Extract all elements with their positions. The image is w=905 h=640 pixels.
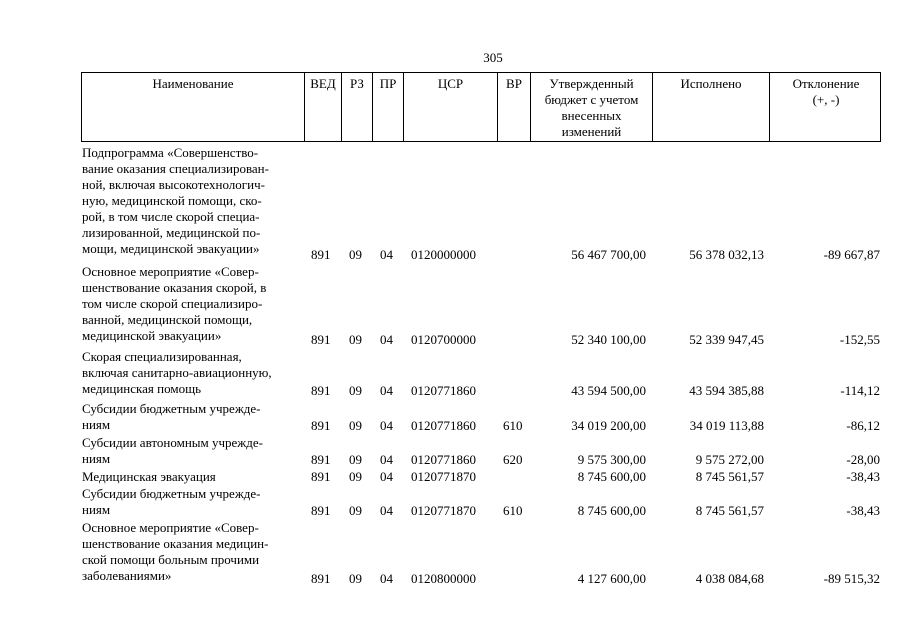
row-name: Основное мероприятие «Совер- шенствование оказания скорой, в том числе скорой специализиро- ванной, медицинской помощи, медицинской эвакуации» — [82, 264, 267, 343]
row-deviation: -89 667,87 — [823, 247, 880, 262]
row-pr: 04 — [380, 571, 393, 586]
row-executed: 4 038 084,68 — [695, 571, 764, 586]
header-ved: ВЕД — [305, 73, 342, 141]
header-vr: ВР — [498, 73, 531, 141]
row-pr: 04 — [380, 452, 393, 467]
row-budget: 43 594 500,00 — [571, 383, 646, 398]
header-budget: Утвержденный бюджет с учетом внесенных изменений — [531, 73, 653, 141]
row-rz: 09 — [349, 247, 362, 262]
table-header — [81, 72, 881, 142]
row-rz: 09 — [349, 503, 362, 518]
row-name: Субсидии бюджетным учрежде- ниям — [82, 486, 261, 517]
row-csr: 0120700000 — [411, 332, 476, 347]
row-executed: 9 575 272,00 — [695, 452, 764, 467]
row-pr: 04 — [380, 503, 393, 518]
row-csr: 0120771870 — [411, 469, 476, 484]
row-budget: 56 467 700,00 — [571, 247, 646, 262]
row-deviation: -38,43 — [846, 469, 880, 484]
row-executed: 34 019 113,88 — [689, 418, 764, 433]
row-budget: 34 019 200,00 — [571, 418, 646, 433]
row-executed: 52 339 947,45 — [689, 332, 764, 347]
row-name: Подпрограмма «Совершенство- вание оказания специализирован- ной, включая высокотехнологич- ную, медицинской помощи, ско- рой, в том числе скорой специа- лизированной, медицинской по- мощи, медицинской эвакуации» — [82, 145, 269, 256]
row-name: Субсидии бюджетным учрежде- ниям — [82, 401, 261, 432]
row-ved: 891 — [311, 452, 331, 467]
header-name: Наименование — [82, 73, 305, 141]
row-rz: 09 — [349, 469, 362, 484]
row-deviation: -114,12 — [840, 383, 880, 398]
row-pr: 04 — [380, 383, 393, 398]
row-csr: 0120000000 — [411, 247, 476, 262]
row-rz: 09 — [349, 571, 362, 586]
row-vr: 620 — [503, 452, 523, 467]
row-budget: 4 127 600,00 — [577, 571, 646, 586]
row-deviation: -38,43 — [846, 503, 880, 518]
row-pr: 04 — [380, 247, 393, 262]
row-vr: 610 — [503, 418, 523, 433]
row-vr: 610 — [503, 503, 523, 518]
row-ved: 891 — [311, 469, 331, 484]
row-ved: 891 — [311, 503, 331, 518]
row-name: Медицинская эвакуация — [82, 469, 216, 484]
row-rz: 09 — [349, 332, 362, 347]
row-executed: 43 594 385,88 — [689, 383, 764, 398]
page-number: 305 — [483, 50, 503, 65]
row-csr: 0120771870 — [411, 503, 476, 518]
row-csr: 0120771860 — [411, 452, 476, 467]
row-ved: 891 — [311, 418, 331, 433]
row-deviation: -152,55 — [839, 332, 880, 347]
header-rz: РЗ — [342, 73, 373, 141]
row-name: Основное мероприятие «Совер- шенствование оказания медицин- ской помощи больным прочими заболеваниями» — [82, 520, 269, 583]
row-pr: 04 — [380, 418, 393, 433]
row-budget: 8 745 600,00 — [577, 469, 646, 484]
row-deviation: -89 515,32 — [823, 571, 880, 586]
row-pr: 04 — [380, 469, 393, 484]
row-csr: 0120771860 — [411, 418, 476, 433]
header-pr: ПР — [373, 73, 404, 141]
row-executed: 8 745 561,57 — [695, 503, 764, 518]
row-csr: 0120771860 — [411, 383, 476, 398]
row-ved: 891 — [311, 571, 331, 586]
row-rz: 09 — [349, 383, 362, 398]
row-ved: 891 — [311, 247, 331, 262]
header-deviation: Отклонение (+, -) — [792, 76, 860, 107]
header-executed: Исполнено — [653, 73, 770, 141]
row-csr: 0120800000 — [411, 571, 476, 586]
row-executed: 56 378 032,13 — [689, 247, 764, 262]
row-ved: 891 — [311, 383, 331, 398]
row-rz: 09 — [349, 452, 362, 467]
row-rz: 09 — [349, 418, 362, 433]
row-name: Субсидии автономным учрежде- ниям — [82, 435, 263, 466]
row-budget: 8 745 600,00 — [577, 503, 646, 518]
row-ved: 891 — [311, 332, 331, 347]
row-deviation: -86,12 — [846, 418, 880, 433]
row-pr: 04 — [380, 332, 393, 347]
row-name: Скорая специализированная, включая санитарно-авиационную, медицинская помощь — [82, 349, 272, 396]
header-csr: ЦСР — [404, 73, 498, 141]
row-budget: 52 340 100,00 — [571, 332, 646, 347]
row-deviation: -28,00 — [846, 452, 880, 467]
row-executed: 8 745 561,57 — [695, 469, 764, 484]
row-budget: 9 575 300,00 — [577, 452, 646, 467]
